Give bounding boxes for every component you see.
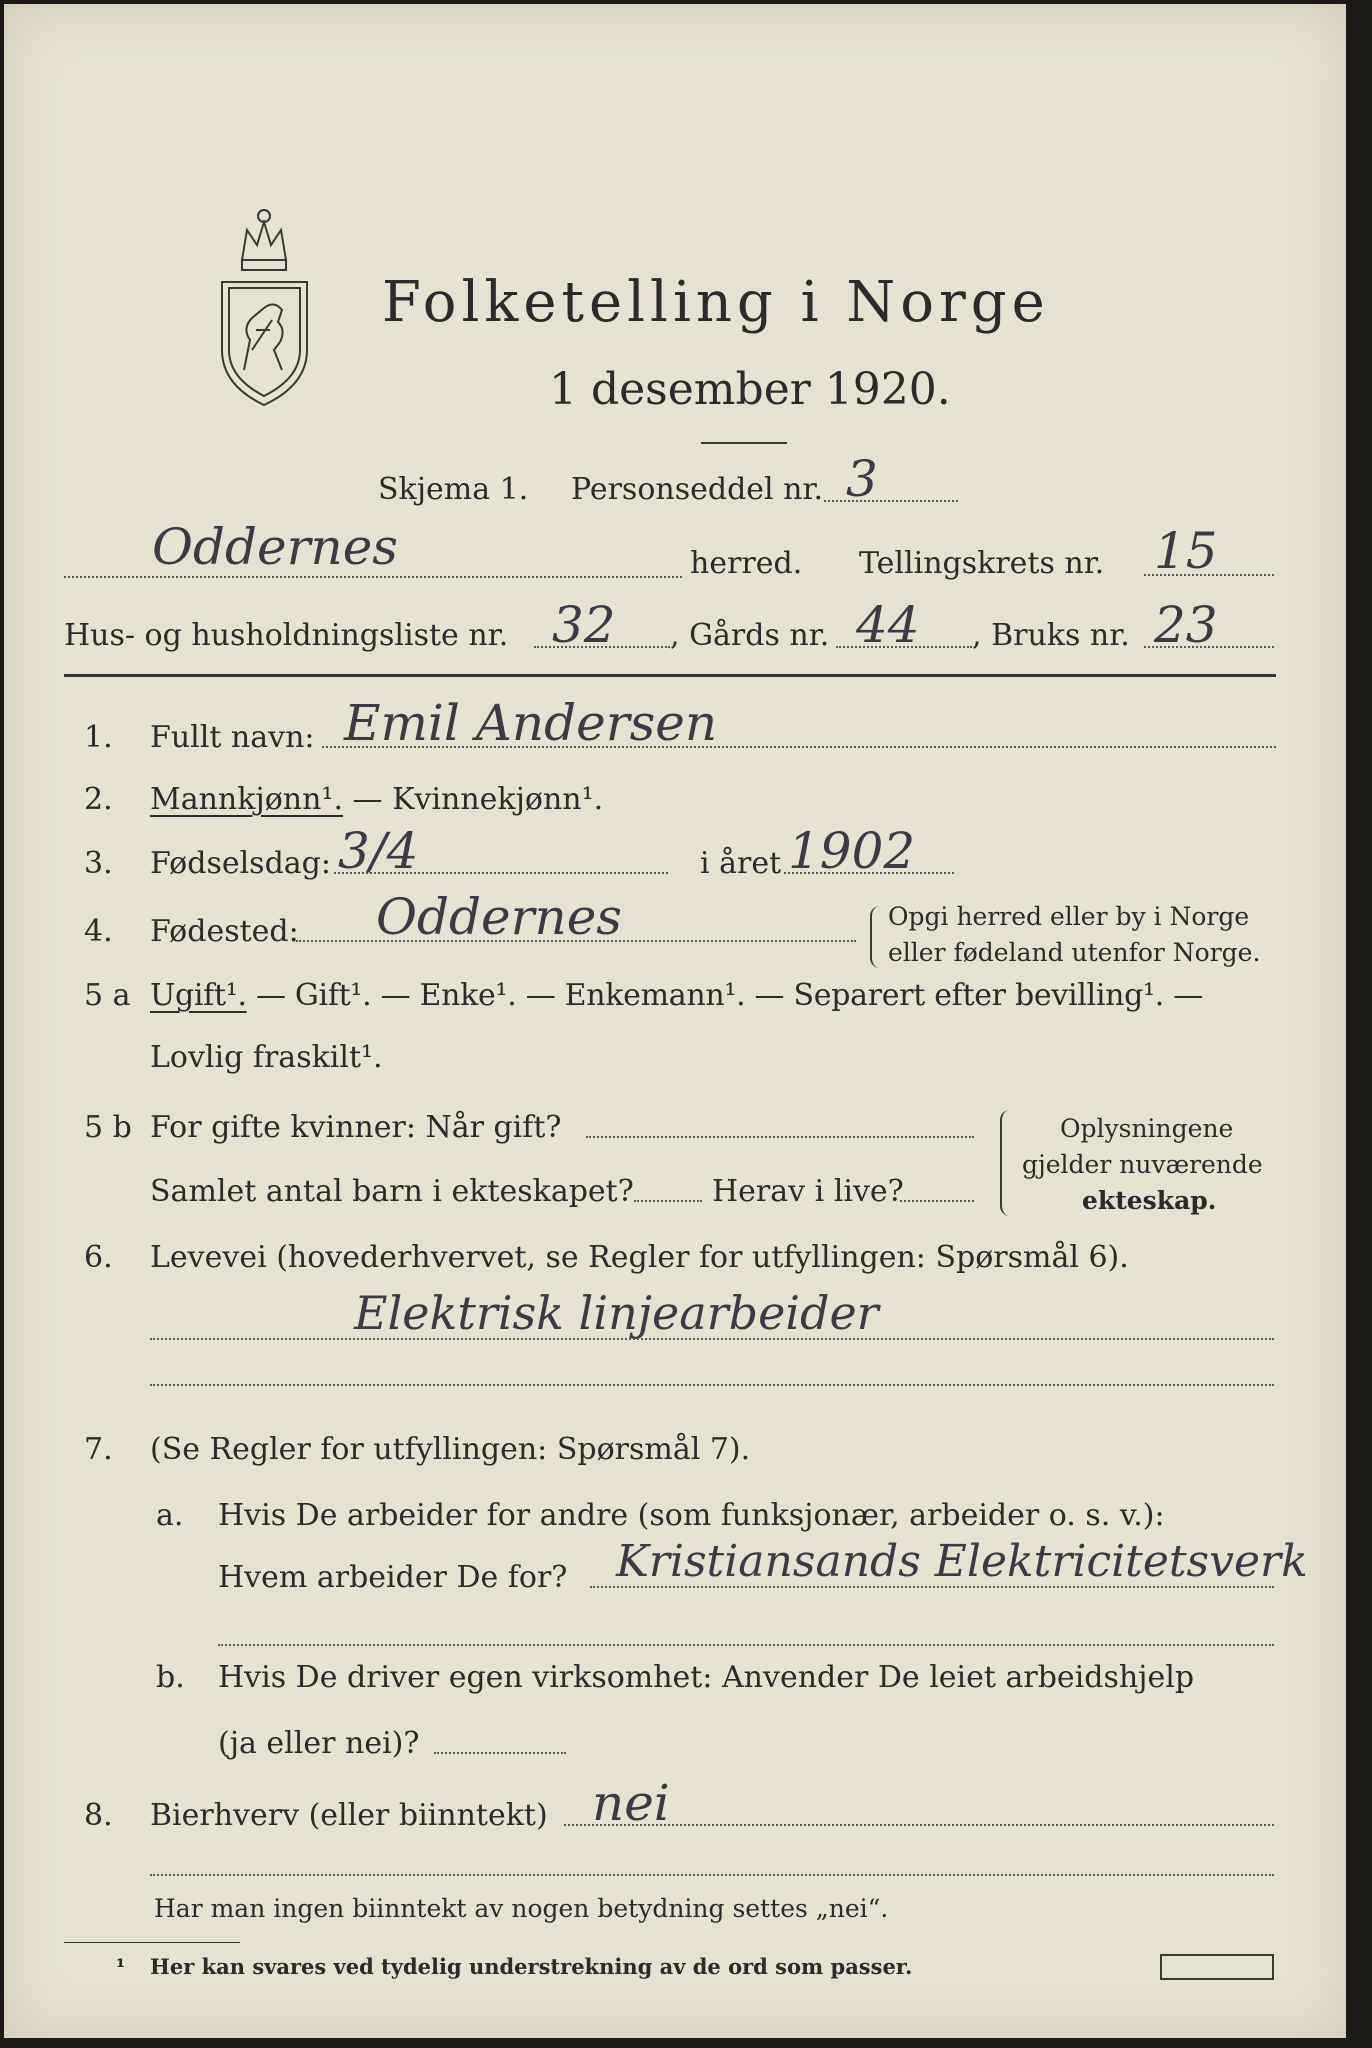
q4-note-line1: Opgi herred eller by i Norge [888, 902, 1250, 931]
q5b-note-line2: gjelder nuværende [1022, 1150, 1263, 1179]
tellingskrets-value: 15 [1154, 522, 1218, 580]
herred-label: herred. [690, 546, 803, 581]
gards-label: , Gårds nr. [670, 618, 830, 653]
q7-number: 7. [84, 1432, 113, 1467]
q3-value: 3/4 [338, 822, 419, 880]
q8-extra-line [150, 1874, 1274, 1876]
q2-options [150, 782, 603, 817]
hus-value: 32 [552, 596, 616, 654]
q6-line1 [150, 1338, 1274, 1340]
q1-value: Emil Andersen [344, 694, 718, 752]
q5a-rest: — Gift¹. — Enke¹. — Enkemann¹. — Separert efter bevilling¹. — [246, 978, 1203, 1013]
header-divider [64, 674, 1276, 677]
q7a-value: Kristiansands Elektricitetsverk [616, 1536, 1308, 1587]
q1-number: 1. [84, 720, 113, 755]
personseddel-value: 3 [846, 450, 878, 508]
census-date: 1 desember 1920. [549, 364, 951, 415]
q7a-extra-line [218, 1644, 1274, 1646]
q7a-line2: Hvem arbeider De for? [218, 1560, 568, 1595]
norwegian-coat-of-arms [212, 200, 317, 410]
tellingskrets-label: Tellingskrets nr. [859, 546, 1105, 581]
q1-label: Fullt navn: [150, 720, 315, 755]
personseddel-line [824, 500, 958, 502]
q8-value: nei [592, 1774, 670, 1832]
q2-female: Kvinnekjønn¹. [392, 782, 604, 817]
q7b-line2: (ja eller nei)? [218, 1726, 420, 1761]
q5a-ugift: Ugift¹. [150, 978, 247, 1013]
q5b-note-line3: ekteskap. [1082, 1186, 1217, 1215]
q5a-line2: Lovlig fraskilt¹. [150, 1040, 383, 1075]
q5a-options [150, 978, 1203, 1013]
q5b-line1: For gifte kvinner: Når gift? [150, 1110, 562, 1145]
q4-value: Oddernes [376, 888, 622, 946]
q7a-line1: Hvis De arbeider for andre (som funksjonær, arbeider o. s. v.): [218, 1498, 1165, 1533]
q4-label: Fødested: [150, 914, 299, 949]
q5b-live-line [900, 1200, 974, 1202]
q3-year-label: i året [700, 846, 782, 881]
q6-label: Levevei (hovederhvervet, se Regler for utfyllingen: Spørsmål 6). [150, 1240, 1129, 1275]
skjema-label: Skjema 1. [378, 472, 529, 507]
q7a-number: a. [156, 1498, 184, 1533]
q6-line2 [150, 1384, 1274, 1386]
q5b-line2b: Herav i live? [712, 1174, 904, 1209]
q2-separator: — [343, 782, 393, 817]
q6-number: 6. [84, 1240, 113, 1275]
form-title: Folketelling i Norge [382, 270, 1050, 335]
q3-number: 3. [84, 846, 113, 881]
q5b-gift-line [586, 1136, 974, 1138]
footnote-text: Her kan svares ved tydelig understrekning av de ord som passer. [150, 1954, 913, 1979]
q5b-number: 5 b [84, 1110, 132, 1145]
printer-stamp [1160, 1954, 1274, 1980]
q2-number: 2. [84, 782, 113, 817]
gards-value: 44 [856, 596, 920, 654]
q3-label: Fødselsdag: [150, 846, 331, 881]
footer-note: Har man ingen biinntekt av nogen betydning settes „nei“. [154, 1894, 889, 1923]
q8-label: Bierhverv (eller biinntekt) [150, 1798, 548, 1833]
footnote-divider [64, 1942, 240, 1943]
personseddel-label: Personseddel nr. [571, 472, 824, 507]
q5b-note-line1: Oplysningene [1060, 1114, 1234, 1143]
q8-line [564, 1824, 1274, 1826]
bruks-value: 23 [1154, 596, 1218, 654]
q7-label: (Se Regler for utfyllingen: Spørsmål 7). [150, 1432, 751, 1467]
q5a-number: 5 a [84, 978, 131, 1013]
q7b-number: b. [156, 1660, 185, 1695]
q4-note-line2: eller fødeland utenfor Norge. [888, 938, 1261, 967]
bruks-label: , Bruks nr. [972, 618, 1130, 653]
q4-note-brace [870, 906, 880, 968]
q5b-line2a: Samlet antal barn i ekteskapet? [150, 1174, 634, 1209]
q7b-line [434, 1752, 566, 1754]
q8-number: 8. [84, 1798, 113, 1833]
q5b-note-brace [1000, 1110, 1012, 1216]
q7b-line1: Hvis De driver egen virksomhet: Anvender De leiet arbeidshjelp [218, 1660, 1195, 1695]
herred-value: Oddernes [152, 518, 398, 576]
q5b-barn-line [634, 1200, 702, 1202]
herred-line [64, 576, 682, 578]
footnote-mark: ¹ [116, 1954, 126, 1979]
q3-year-value: 1902 [788, 822, 916, 880]
census-form-page [4, 4, 1346, 2038]
q6-value: Elektrisk linjearbeider [354, 1286, 879, 1340]
hus-label: Hus- og husholdningsliste nr. [64, 618, 509, 653]
q4-number: 4. [84, 914, 113, 949]
title-divider [701, 442, 787, 444]
q2-male: Mannkjønn¹. [150, 782, 343, 817]
